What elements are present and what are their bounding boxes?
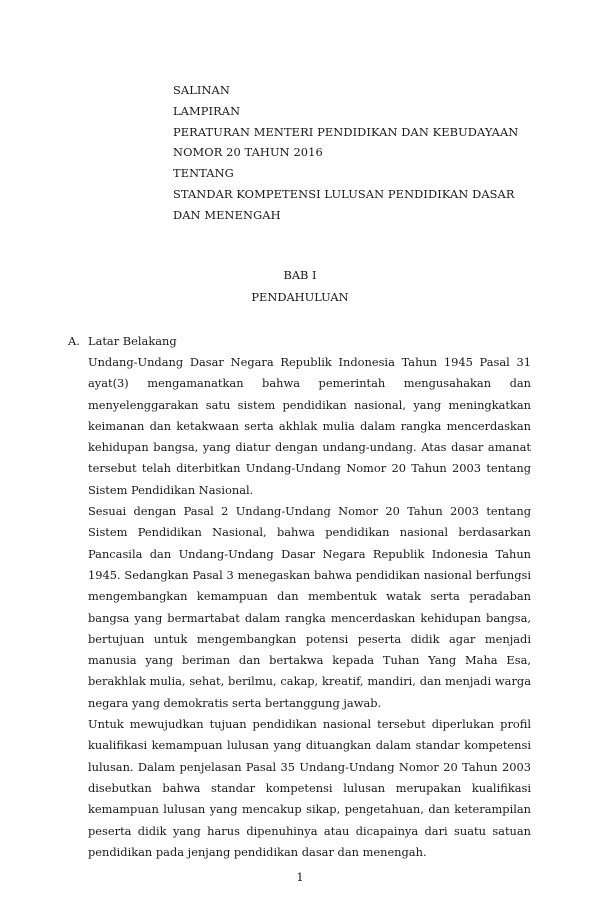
header-line-salinan: SALINAN [173, 83, 230, 97]
document-body [88, 352, 531, 863]
header-line-subject-cont: DAN MENENGAH [173, 207, 281, 222]
chapter-title: PENDAHULUAN [251, 290, 349, 304]
paragraph: Undang-Undang Dasar Negara Republik Indonesia Tahun 1945 Pasal 31 ayat(3) mengamanatkan bahwa pemerintah mengusahakan dan menyelenggarakan satu sistem pendidikan nasional, yang meningkatkan keimanan dan ketakwaan serta akhlak mulia dalam rangka mencerdaskan kehidupan bangsa, yang diatur dengan undang-undang. Atas dasar amanat tersebut telah diterbitkan Undang-Undang Nomor 20 Tahun 2003 tentang Sistem Pendidikan Nasional. [88, 355, 531, 497]
chapter-number: BAB I [283, 268, 317, 282]
paragraph: Untuk mewujudkan tujuan pendidikan nasional tersebut diperlukan profil kualifikasi kemampuan lulusan yang dituangkan dalam standar kompetensi lulusan. Dalam penjelasan Pasal 35 Undang-Undang Nomor 20 Tahun 2003 disebutkan bahwa standar kompetensi lulusan merupakan kualifikasi kemampuan lulusan yang mencakup sikap, pengetahuan, dan keterampilan peserta didik yang harus dipenuhinya atau dicapainya dari suatu satuan pendidikan pada jenjang pendidikan dasar dan menengah. [88, 717, 531, 859]
header-line-lampiran: LAMPIRAN [173, 103, 241, 118]
header-line-subject: STANDAR KOMPETENSI LULUSAN PENDIDIKAN DASAR [173, 186, 515, 201]
page-number: 1 [296, 870, 304, 884]
header-line-regulation: PERATURAN MENTERI PENDIDIKAN DAN KEBUDAYAAN [173, 124, 519, 139]
document-header [173, 80, 553, 226]
section-letter: A. [68, 334, 80, 348]
paragraph: Sesuai dengan Pasal 2 Undang-Undang Nomor 20 Tahun 2003 tentang Sistem Pendidikan Nasional, bahwa pendidikan nasional berdasarkan Pancasila dan Undang-Undang Dasar Negara Republik Indonesia Tahun 1945. Sedangkan Pasal 3 menegaskan bahwa pendidikan nasional berfungsi mengembangkan kemampuan dan membentuk watak serta peradaban bangsa yang bermartabat dalam rangka mencerdaskan kehidupan bangsa, bertujuan untuk mengembangkan potensi peserta didik agar menjadi manusia yang beriman dan bertakwa kepada Tuhan Yang Maha Esa, berakhlak mulia, sehat, berilmu, cakap, kreatif, mandiri, dan menjadi warga negara yang demokratis serta bertanggung jawab. [88, 504, 531, 710]
section-title: Latar Belakang [88, 334, 177, 348]
section-heading [68, 331, 177, 352]
header-line-number: NOMOR 20 TAHUN 2016 [173, 145, 323, 160]
header-line-tentang: TENTANG [173, 166, 234, 181]
